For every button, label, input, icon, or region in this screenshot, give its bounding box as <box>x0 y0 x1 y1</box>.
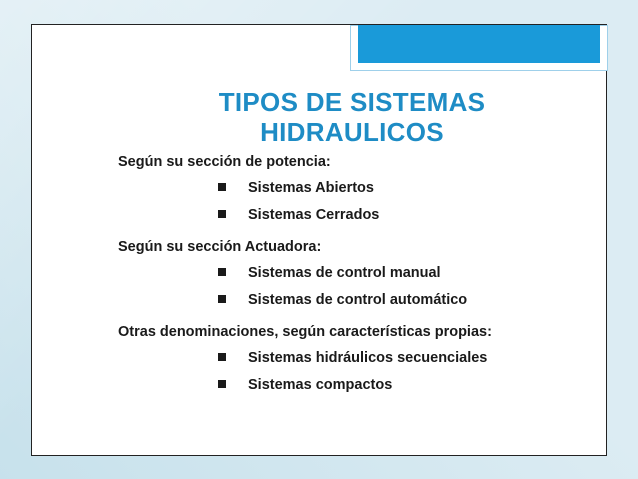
list-item <box>118 290 558 310</box>
accent-box <box>358 25 600 63</box>
list-item-label: Sistemas de control manual <box>248 265 441 281</box>
square-bullet-icon <box>218 380 226 388</box>
square-bullet-icon <box>218 353 226 361</box>
list-item-label: Sistemas Abiertos <box>248 180 374 196</box>
list-item-label: Sistemas Cerrados <box>248 207 380 223</box>
section-actuadora <box>118 237 558 310</box>
list-item <box>118 263 558 283</box>
slide-content <box>118 152 558 407</box>
list-item <box>118 178 558 198</box>
slide-title <box>182 87 522 147</box>
list-item-label: Sistemas de control automático <box>248 292 468 308</box>
title-line-1: TIPOS DE SISTEMAS <box>218 87 486 117</box>
list-item <box>118 205 558 225</box>
section-heading: Otras denominaciones, según características propias: <box>118 324 492 340</box>
list-item-label: Sistemas compactos <box>248 377 393 393</box>
list-item <box>118 375 558 395</box>
list-item-label: Sistemas hidráulicos secuenciales <box>248 350 488 366</box>
square-bullet-icon <box>218 295 226 303</box>
section-heading: Según su sección Actuadora: <box>118 239 322 255</box>
title-line-2: HIDRAULICOS <box>260 117 444 147</box>
list-item <box>118 348 558 368</box>
square-bullet-icon <box>218 268 226 276</box>
section-heading: Según su sección de potencia: <box>118 154 331 170</box>
section-potencia <box>118 152 558 225</box>
section-otras <box>118 322 558 395</box>
square-bullet-icon <box>218 183 226 191</box>
square-bullet-icon <box>218 210 226 218</box>
